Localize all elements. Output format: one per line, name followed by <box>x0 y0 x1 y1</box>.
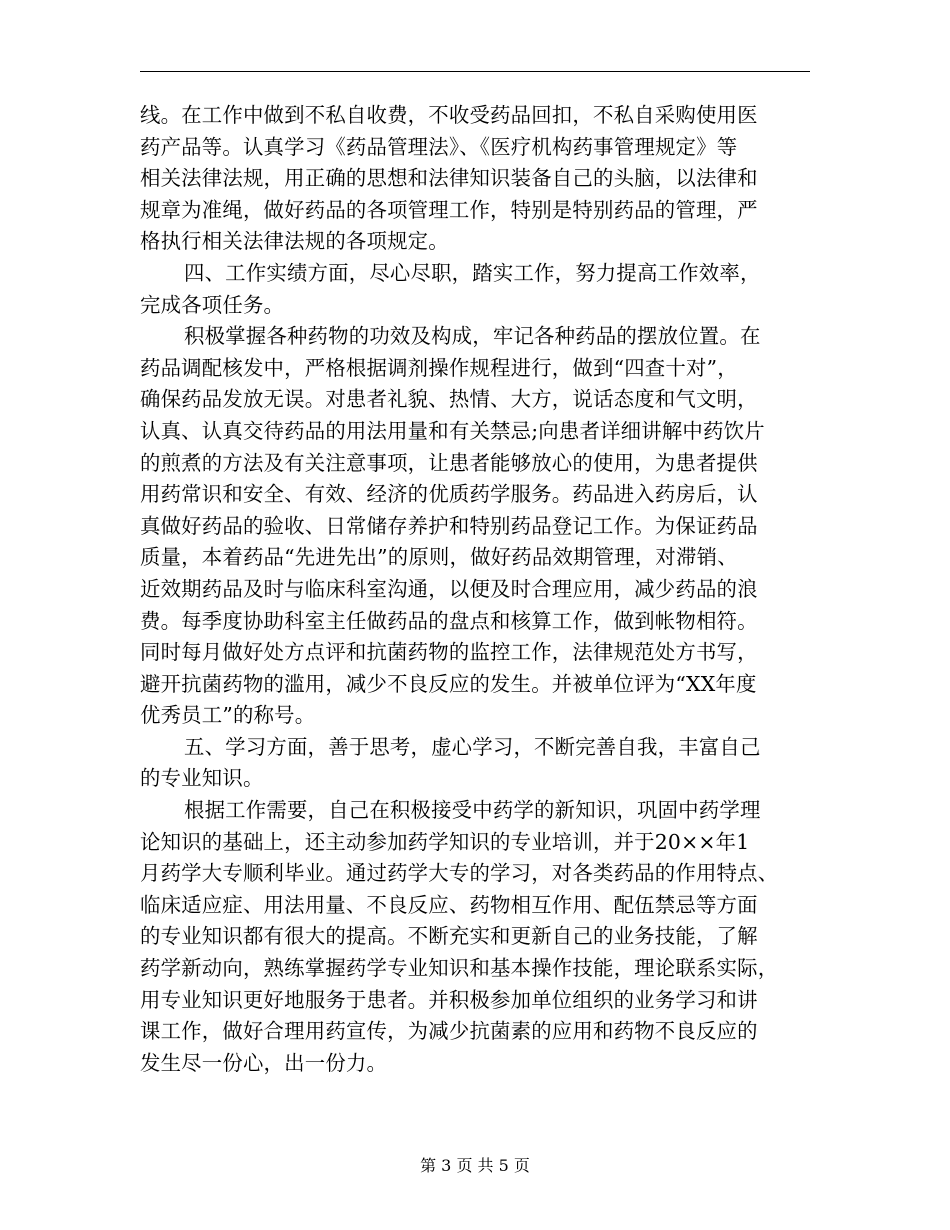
text-line: 确保药品发放无误。对患者礼貌、热情、大方，说话态度和气文明， <box>140 387 758 412</box>
text-line: 四、工作实绩方面，尽心尽职，踏实工作，努力提高工作效率， <box>184 260 761 285</box>
text-line: 根据工作需要，自己在积极接受中药学的新知识，巩固中药学理 <box>184 798 761 823</box>
page-number-footer: 第 3 页 共 5 页 <box>420 1156 530 1175</box>
text-line: 药学新动向，熟练掌握药学专业知识和基本操作技能，理论联系实际， <box>140 956 779 981</box>
text-line: 真做好药品的验收、日常储存养护和特别药品登记工作。为保证药品 <box>140 513 758 538</box>
text-line: 费。每季度协助科室主任做药品的盘点和核算工作，做到帐物相符。 <box>140 608 758 633</box>
text-line: 的专业知识。 <box>140 766 264 791</box>
text-line: 五、学习方面，善于思考，虚心学习，不断完善自我，丰富自己 <box>184 734 761 759</box>
header-rule <box>140 71 810 72</box>
text-line: 线。在工作中做到不私自收费，不收受药品回扣，不私自采购使用医 <box>140 103 758 127</box>
text-line: 的专业知识都有很大的提高。不断充实和更新自己的业务技能，了解 <box>140 924 758 949</box>
text-line: 同时每月做好处方点评和抗菌药物的监控工作，法律规范处方书写， <box>140 640 758 665</box>
text-line: 的煎煮的方法及有关注意事项，让患者能够放心的使用，为患者提供 <box>140 450 758 475</box>
text-line: 月药学大专顺利毕业。通过药学大专的学习，对各类药品的作用特点、 <box>140 861 779 886</box>
text-line: 临床适应症、用法用量、不良反应、药物相互作用、配伍禁忌等方面 <box>140 892 758 917</box>
text-line: 课工作，做好合理用药宣传，为减少抗菌素的应用和药物不良反应的 <box>140 1019 758 1044</box>
text-line: 近效期药品及时与临床科室沟通，以便及时合理应用，减少药品的浪 <box>140 576 758 601</box>
text-line: 质量，本着药品“先进先出”的原则，做好药品效期管理，对滞销、 <box>140 545 738 570</box>
text-line: 规章为准绳，做好药品的各项管理工作，特别是特别药品的管理，严 <box>140 197 758 222</box>
text-line: 药产品等。认真学习《药品管理法》、《医疗机构药事管理规定》等 <box>140 134 738 159</box>
text-line: 积极掌握各种药物的功效及构成，牢记各种药品的摆放位置。在 <box>184 324 761 349</box>
text-line: 完成各项任务。 <box>140 292 285 317</box>
text-line: 优秀员工”的称号。 <box>140 703 316 728</box>
text-line: 用药常识和安全、有效、经济的优质药学服务。药品进入药房后，认 <box>140 482 758 507</box>
text-line: 论知识的基础上，还主动参加药学知识的专业培训，并于20××年1 <box>140 829 750 854</box>
text-line: 药品调配核发中，严格根据调剂操作规程进行，做到“四查十对”， <box>140 355 738 380</box>
text-line: 发生尽一份心，出一份力。 <box>140 1050 388 1075</box>
text-line: 认真、认真交待药品的用法用量和有关禁忌;向患者详细讲解中药饮片 <box>140 418 765 443</box>
text-line: 避开抗菌药物的滥用，减少不良反应的发生。并被单位评为“XX年度 <box>140 671 757 696</box>
document-body <box>140 100 812 1079</box>
text-line: 格执行相关法律法规的各项规定。 <box>140 229 449 254</box>
text-line: 相关法律法规，用正确的思想和法律知识装备自己的头脑，以法律和 <box>140 166 758 191</box>
text-line: 用专业知识更好地服务于患者。并积极参加单位组织的业务学习和讲 <box>140 987 758 1012</box>
